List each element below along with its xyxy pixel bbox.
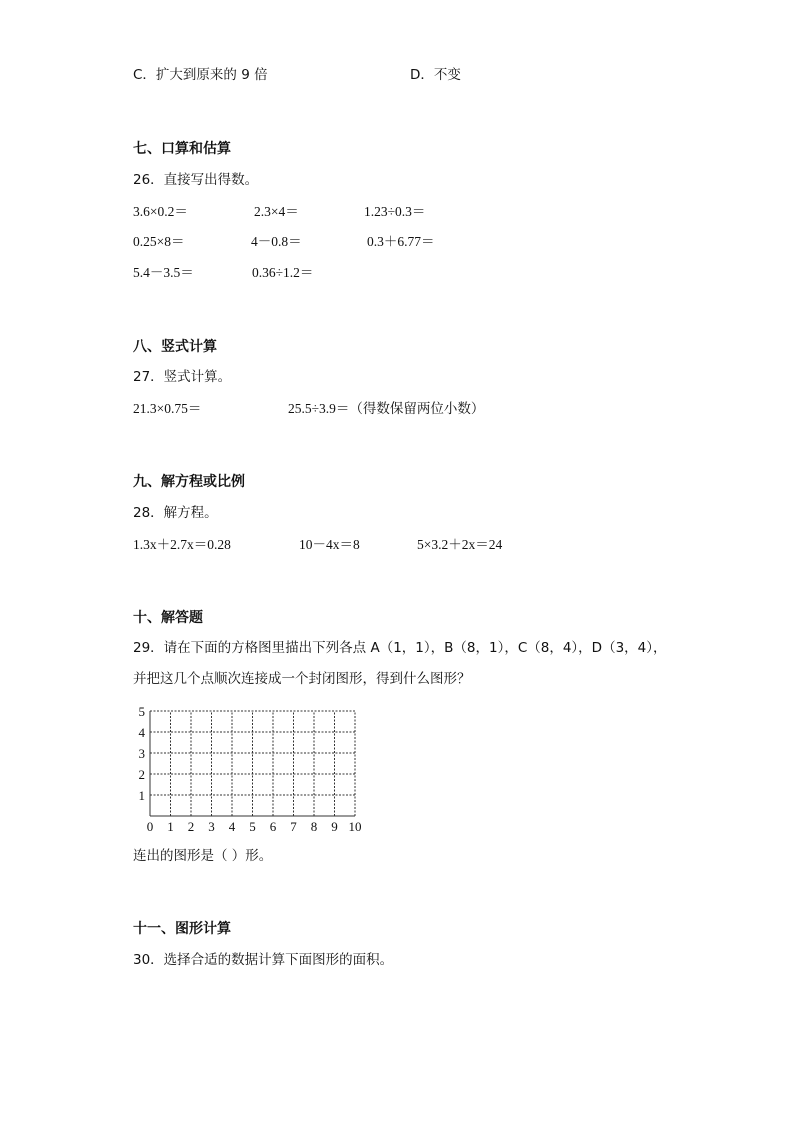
vertical-calc-item: 25.5÷3.9＝（得数保留两位小数） — [288, 401, 485, 416]
y-axis-label: 5 — [138, 704, 145, 719]
calc-item: 0.25×8＝ — [133, 234, 185, 249]
section-title-8: 八、竖式计算 — [133, 339, 217, 355]
x-axis-labels — [147, 819, 362, 834]
x-axis-label: 0 — [146, 819, 154, 834]
coordinate-grid — [128, 704, 378, 836]
equation-item: 5×3.2＋2x＝24 — [417, 537, 503, 552]
calc-item: 3.6×0.2＝ — [133, 204, 188, 219]
grid-lines — [150, 711, 355, 816]
x-axis-label: 2 — [187, 819, 195, 834]
question-28: 28．解方程。 — [133, 505, 218, 521]
x-axis-label: 3 — [208, 819, 215, 834]
y-axis-labels — [139, 704, 146, 803]
section-title-10: 十、解答题 — [133, 610, 203, 626]
calc-item: 4－0.8＝ — [251, 234, 302, 249]
question-29-line1: 29．请在下面的方格图里描出下列各点 A（1，1），B（8，1），C（8，4），D（3，4）， — [133, 640, 667, 656]
question-26: 26．直接写出得数。 — [133, 172, 259, 188]
option-d: D．不变 — [410, 67, 461, 83]
section-title-7: 七、口算和估算 — [133, 141, 231, 157]
y-axis-label: 3 — [138, 746, 145, 761]
y-axis-label: 2 — [138, 767, 145, 782]
calc-item: 5.4－3.5＝ — [133, 265, 194, 280]
x-axis-label: 5 — [249, 819, 256, 834]
calc-item: 2.3×4＝ — [254, 204, 299, 219]
answer-line: 连出的图形是（ ）形。 — [133, 848, 273, 864]
section-title-11: 十一、图形计算 — [133, 921, 231, 937]
question-29-line2: 并把这几个点顺次连接成一个封闭图形，得到什么图形？ — [133, 671, 471, 687]
y-axis-label: 4 — [138, 725, 145, 740]
x-axis-label: 1 — [167, 819, 174, 834]
x-axis-label: 7 — [290, 819, 297, 834]
calc-item: 1.23÷0.3＝ — [364, 204, 426, 219]
equation-item: 1.3x＋2.7x＝0.28 — [133, 537, 231, 552]
x-axis-label: 8 — [310, 819, 318, 834]
section-title-9: 九、解方程或比例 — [133, 474, 245, 490]
calc-item: 0.36÷1.2＝ — [252, 265, 314, 280]
x-axis-label: 10 — [348, 819, 362, 834]
x-axis-label: 9 — [331, 819, 338, 834]
x-axis-label: 4 — [228, 819, 236, 834]
calc-item: 0.3＋6.77＝ — [367, 234, 435, 249]
option-c: C．扩大到原来的 9 倍 — [133, 67, 268, 83]
y-axis-label: 1 — [138, 788, 145, 803]
x-axis-label: 6 — [269, 819, 277, 834]
equation-item: 10－4x＝8 — [299, 537, 360, 552]
question-30: 30．选择合适的数据计算下面图形的面积。 — [133, 952, 394, 968]
question-27: 27．竖式计算。 — [133, 369, 232, 385]
vertical-calc-item: 21.3×0.75＝ — [133, 401, 202, 416]
